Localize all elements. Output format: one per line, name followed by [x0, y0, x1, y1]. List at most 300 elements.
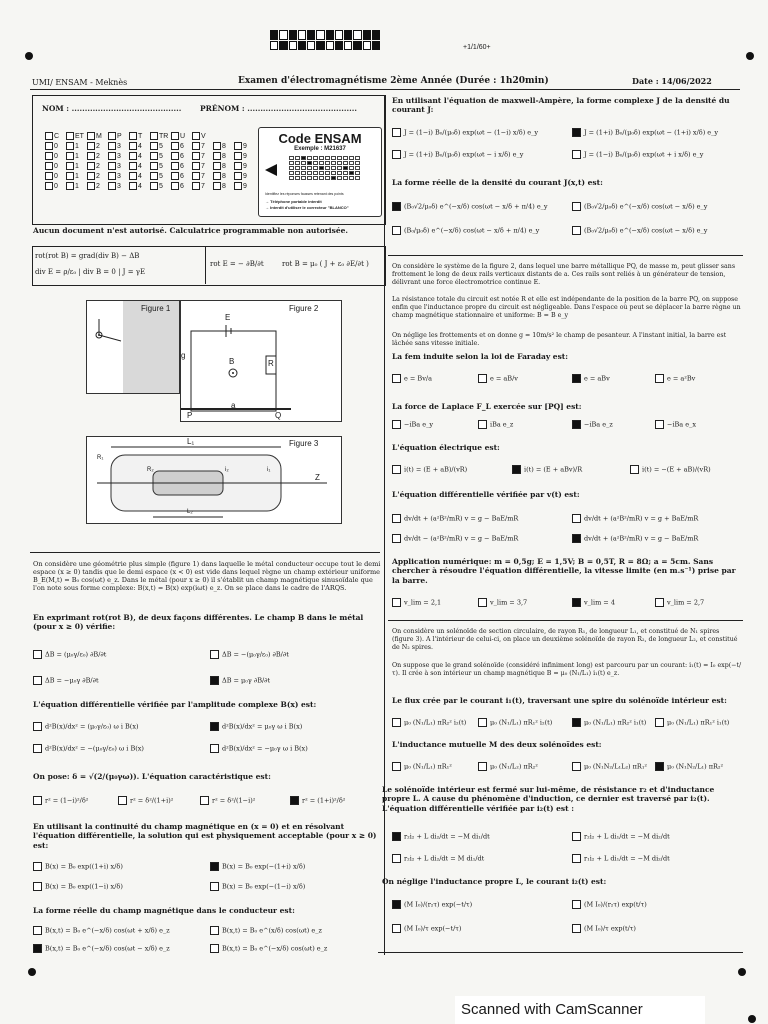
code-choice[interactable]	[129, 162, 148, 170]
answer-checkbox[interactable]	[33, 882, 42, 891]
code-choice-label: 0	[54, 172, 58, 180]
answer-checkbox[interactable]	[33, 796, 42, 805]
answer-checkbox[interactable]	[392, 900, 401, 909]
answer-option[interactable]	[392, 374, 432, 383]
code-choice-label: 8	[222, 152, 226, 160]
answer-option[interactable]	[392, 202, 548, 211]
fig3-L2: L₂	[187, 509, 193, 515]
answer-checkbox[interactable]	[118, 796, 127, 805]
answer-option[interactable]	[478, 718, 552, 727]
answer-checkbox[interactable]	[572, 832, 581, 841]
answer-checkbox[interactable]	[392, 150, 401, 159]
answer-option[interactable]	[33, 926, 170, 935]
code-choice[interactable]	[108, 172, 127, 180]
answer-option[interactable]	[655, 598, 704, 607]
code-choice[interactable]	[234, 152, 253, 160]
answer-option[interactable]	[478, 762, 538, 771]
code-choice[interactable]	[108, 152, 127, 160]
checkbox[interactable]	[150, 142, 158, 150]
code-choice-label: 6	[180, 172, 184, 180]
code-choice[interactable]	[150, 162, 169, 170]
answer-option[interactable]	[210, 722, 302, 731]
answer-option[interactable]	[33, 862, 123, 871]
answer-checkbox[interactable]	[210, 650, 219, 659]
checkbox[interactable]	[66, 172, 74, 180]
example-cell	[319, 166, 324, 170]
checkbox[interactable]	[129, 152, 137, 160]
checkbox[interactable]	[108, 142, 116, 150]
checkbox[interactable]	[66, 132, 74, 140]
answer-option[interactable]	[210, 744, 308, 753]
code-choice[interactable]	[213, 172, 232, 180]
code-choice[interactable]	[192, 142, 211, 150]
code-choice[interactable]	[213, 162, 232, 170]
checkbox[interactable]	[171, 172, 179, 180]
code-choice[interactable]	[129, 172, 148, 180]
code-choice-label: 7	[201, 162, 205, 170]
answer-checkbox[interactable]	[572, 598, 581, 607]
code-choice[interactable]	[45, 142, 64, 150]
code-choice[interactable]	[87, 132, 106, 140]
checkbox[interactable]	[192, 152, 200, 160]
checkbox[interactable]	[150, 162, 158, 170]
answer-checkbox[interactable]	[572, 374, 581, 383]
answer-checkbox[interactable]	[33, 744, 42, 753]
answer-checkbox[interactable]	[572, 924, 581, 933]
answer-checkbox[interactable]	[478, 374, 487, 383]
answer-checkbox[interactable]	[512, 465, 521, 474]
checkbox[interactable]	[192, 162, 200, 170]
answer-checkbox[interactable]	[655, 420, 664, 429]
answer-text: B(x,t) = B₀ e^(−x/δ) cos(ωt) e_z	[222, 944, 328, 953]
answer-option[interactable]	[392, 718, 466, 727]
checkbox[interactable]	[213, 142, 221, 150]
answer-checkbox[interactable]	[572, 514, 581, 523]
checkbox[interactable]	[45, 132, 53, 140]
answer-option[interactable]	[478, 420, 513, 429]
answer-text: B(x,t) = B₀ e^(−x/δ) cos(ωt − x/δ) e_z	[45, 944, 170, 953]
registration-mark	[746, 52, 754, 60]
code-choice-label: 5	[159, 152, 163, 160]
checkbox[interactable]	[171, 182, 179, 190]
code-choice-label: 6	[180, 152, 184, 160]
code-choice[interactable]	[150, 172, 169, 180]
answer-option[interactable]	[655, 374, 695, 383]
answer-checkbox[interactable]	[572, 762, 581, 771]
example-cell	[313, 166, 318, 170]
example-cell	[349, 171, 354, 175]
checkbox[interactable]	[171, 132, 179, 140]
answer-checkbox[interactable]	[655, 762, 664, 771]
checkbox[interactable]	[150, 152, 158, 160]
fig3-R2: R₂	[147, 467, 154, 473]
example-cell	[313, 156, 318, 160]
answer-option[interactable]	[392, 514, 518, 523]
answer-option[interactable]	[392, 465, 467, 474]
checkbox[interactable]	[192, 142, 200, 150]
answer-option[interactable]	[392, 762, 452, 771]
answer-checkbox[interactable]	[572, 854, 581, 863]
code-choice[interactable]	[192, 162, 211, 170]
code-choice[interactable]	[108, 142, 127, 150]
code-choice[interactable]	[150, 132, 169, 140]
answer-option[interactable]	[392, 832, 490, 841]
answer-option[interactable]	[210, 676, 270, 685]
answer-option[interactable]	[210, 650, 289, 659]
checkbox[interactable]	[108, 132, 116, 140]
code-choice[interactable]	[171, 182, 190, 190]
code-choice[interactable]	[108, 132, 127, 140]
code-choice-label: 3	[117, 172, 121, 180]
checkbox[interactable]	[171, 162, 179, 170]
code-note: → Interdit d'utiliser le correcteur "BLANCO"	[265, 205, 349, 210]
code-choice[interactable]	[234, 162, 253, 170]
code-choice[interactable]	[192, 182, 211, 190]
code-choice[interactable]	[150, 142, 169, 150]
part2-intro-3: On néglige les frottements et on donne g = 10m/s² le champ de pesanteur. A l'instant initial, la barre est lâchée sans vitesse initiale.	[392, 332, 727, 347]
answer-checkbox[interactable]	[210, 676, 219, 685]
answer-text: ΔB = μ₀γ ∂B/∂t	[222, 676, 271, 685]
answer-option[interactable]	[655, 718, 729, 727]
answer-option[interactable]	[392, 420, 433, 429]
code-choice[interactable]	[45, 132, 64, 140]
checkbox[interactable]	[66, 162, 74, 170]
answer-checkbox[interactable]	[33, 650, 42, 659]
checkbox[interactable]	[87, 142, 95, 150]
code-choice[interactable]	[129, 132, 148, 140]
code-choice-label: 4	[138, 142, 142, 150]
code-choice[interactable]	[129, 182, 148, 190]
code-choice[interactable]	[213, 182, 232, 190]
answer-checkbox[interactable]	[392, 420, 401, 429]
checkbox[interactable]	[87, 152, 95, 160]
answer-text: dv/dt + (a²B²/mR) v = g − BaE/mR	[584, 534, 699, 543]
code-choice[interactable]	[129, 142, 148, 150]
answer-option[interactable]	[392, 534, 518, 543]
answer-checkbox[interactable]	[210, 722, 219, 731]
checkbox[interactable]	[171, 152, 179, 160]
checkbox[interactable]	[45, 182, 53, 190]
answer-checkbox[interactable]	[572, 128, 581, 137]
answer-checkbox[interactable]	[392, 832, 401, 841]
answer-checkbox[interactable]	[392, 854, 401, 863]
answer-checkbox[interactable]	[392, 465, 401, 474]
example-cell	[313, 176, 318, 180]
checkbox[interactable]	[234, 172, 242, 180]
answer-text: d²B(x)/dx² = (μ₀γ/ε₀) ω i B(x)	[45, 722, 139, 731]
checkbox[interactable]	[87, 162, 95, 170]
answer-checkbox[interactable]	[200, 796, 209, 805]
checkbox[interactable]	[129, 142, 137, 150]
answer-checkbox[interactable]	[572, 420, 581, 429]
answer-option[interactable]	[33, 722, 139, 731]
question-13: Le flux crée par le courant i₁(t), traversant une spire du solénoïde intérieur est:	[392, 696, 727, 705]
code-choice[interactable]	[213, 152, 232, 160]
checkbox[interactable]	[234, 152, 242, 160]
code-choice[interactable]	[171, 162, 190, 170]
checkbox[interactable]	[66, 152, 74, 160]
code-choice[interactable]	[234, 182, 253, 190]
answer-text: v_lim = 4	[584, 598, 615, 607]
answer-option[interactable]	[572, 762, 647, 771]
answer-checkbox[interactable]	[392, 202, 401, 211]
checkbox[interactable]	[192, 172, 200, 180]
answer-checkbox[interactable]	[210, 944, 219, 953]
answer-option[interactable]	[572, 226, 707, 235]
question-11: L'équation différentielle vérifiée par v(t) est:	[392, 490, 580, 499]
code-choice-label: 2	[96, 162, 100, 170]
code-choice[interactable]	[87, 182, 106, 190]
answer-option[interactable]	[572, 900, 647, 909]
code-choice[interactable]	[108, 162, 127, 170]
code-choice[interactable]	[171, 132, 190, 140]
code-choice[interactable]	[192, 152, 211, 160]
answer-checkbox[interactable]	[210, 926, 219, 935]
code-choice[interactable]	[45, 162, 64, 170]
answer-checkbox[interactable]	[392, 924, 401, 933]
answer-option[interactable]	[33, 676, 99, 685]
answer-text: (B₀√2/μ₀δ) e^(−x/δ) cos(ωt − x/δ) e_y	[584, 226, 708, 235]
figure-3	[86, 436, 342, 524]
checkbox[interactable]	[87, 172, 95, 180]
code-choice[interactable]	[234, 142, 253, 150]
answer-checkbox[interactable]	[392, 598, 401, 607]
checkbox[interactable]	[213, 162, 221, 170]
answer-option[interactable]	[572, 514, 698, 523]
answer-option[interactable]	[512, 465, 582, 474]
answer-option[interactable]	[655, 420, 696, 429]
answer-checkbox[interactable]	[33, 722, 42, 731]
checkbox[interactable]	[129, 162, 137, 170]
answer-option[interactable]	[210, 862, 305, 871]
answer-option[interactable]	[392, 924, 461, 933]
scanner-watermark: Scanned with CamScanner	[455, 996, 705, 1024]
checkbox[interactable]	[129, 182, 137, 190]
checkbox[interactable]	[234, 142, 242, 150]
answer-option[interactable]	[572, 374, 610, 383]
answer-checkbox[interactable]	[572, 226, 581, 235]
answer-checkbox[interactable]	[33, 926, 42, 935]
fig2-B: B	[229, 357, 235, 366]
code-choice[interactable]	[129, 152, 148, 160]
answer-option[interactable]	[392, 226, 539, 235]
answer-text: μ₀ (N₁/L₁) πR₁² i₁(t)	[667, 718, 730, 727]
code-choice[interactable]	[45, 172, 64, 180]
answer-text: r² = δ²/(1−i)²	[212, 796, 256, 805]
answer-option[interactable]	[630, 465, 711, 474]
answer-option[interactable]	[392, 598, 441, 607]
answer-option[interactable]	[118, 796, 173, 805]
answer-text: dv/dt + (a²B²/mR) v = g + BaE/mR	[584, 514, 699, 523]
answer-option[interactable]	[392, 150, 523, 159]
checkbox[interactable]	[213, 152, 221, 160]
code-choice[interactable]	[87, 162, 106, 170]
answer-checkbox[interactable]	[392, 718, 401, 727]
checkbox[interactable]	[129, 132, 137, 140]
code-example: Exemple : M21637	[294, 146, 346, 152]
formula-div: div E = ρ/ε₀ | div B = 0 | J = γE	[35, 268, 146, 276]
answer-checkbox[interactable]	[572, 534, 581, 543]
checkbox[interactable]	[66, 182, 74, 190]
question-16: On néglige l'inductance propre L, le courant i₂(t) est:	[382, 877, 607, 886]
example-cell	[343, 161, 348, 165]
checkbox[interactable]	[213, 172, 221, 180]
code-choice[interactable]	[150, 152, 169, 160]
answer-option[interactable]	[572, 718, 646, 727]
answer-checkbox[interactable]	[33, 862, 42, 871]
answer-checkbox[interactable]	[572, 150, 581, 159]
checkbox[interactable]	[66, 142, 74, 150]
answer-checkbox[interactable]	[478, 420, 487, 429]
code-choice[interactable]	[192, 172, 211, 180]
answer-option[interactable]	[572, 420, 613, 429]
answer-checkbox[interactable]	[655, 718, 664, 727]
answer-checkbox[interactable]	[392, 534, 401, 543]
code-choice[interactable]	[66, 142, 85, 150]
answer-checkbox[interactable]	[392, 226, 401, 235]
answer-option[interactable]	[210, 926, 322, 935]
answer-option[interactable]	[33, 796, 88, 805]
answer-checkbox[interactable]	[478, 598, 487, 607]
answer-checkbox[interactable]	[572, 718, 581, 727]
answer-option[interactable]	[478, 598, 527, 607]
checkbox[interactable]	[45, 152, 53, 160]
answer-checkbox[interactable]	[572, 202, 581, 211]
example-cell	[355, 171, 360, 175]
answer-option[interactable]	[33, 650, 106, 659]
checkbox[interactable]	[108, 152, 116, 160]
answer-checkbox[interactable]	[392, 374, 401, 383]
example-cell	[337, 171, 342, 175]
answer-checkbox[interactable]	[33, 944, 42, 953]
code-choice[interactable]	[66, 152, 85, 160]
prenom-field[interactable]: PRÉNOM : ..........................................	[200, 104, 357, 113]
answer-option[interactable]	[572, 128, 718, 137]
answer-option[interactable]	[478, 374, 518, 383]
checkbox[interactable]	[108, 172, 116, 180]
answer-option[interactable]	[200, 796, 255, 805]
answer-option[interactable]	[290, 796, 345, 805]
answer-option[interactable]	[572, 202, 707, 211]
answer-option[interactable]	[392, 128, 538, 137]
answer-checkbox[interactable]	[33, 676, 42, 685]
checkbox[interactable]	[150, 172, 158, 180]
checkbox[interactable]	[45, 142, 53, 150]
code-choice[interactable]	[171, 142, 190, 150]
registration-mark	[28, 968, 36, 976]
answer-option[interactable]	[33, 944, 170, 953]
checkbox[interactable]	[213, 182, 221, 190]
checkbox[interactable]	[234, 162, 242, 170]
answer-checkbox[interactable]	[572, 900, 581, 909]
code-choice[interactable]	[108, 182, 127, 190]
checkbox[interactable]	[129, 172, 137, 180]
answer-checkbox[interactable]	[210, 744, 219, 753]
nom-field[interactable]: NOM : ..........................................	[42, 104, 182, 113]
answer-checkbox[interactable]	[478, 718, 487, 727]
fig3-R1: R₁	[97, 455, 104, 461]
checkbox[interactable]	[108, 182, 116, 190]
answer-option[interactable]	[572, 924, 636, 933]
code-choice[interactable]	[45, 152, 64, 160]
code-choice[interactable]	[234, 172, 253, 180]
answer-option[interactable]	[210, 882, 305, 891]
code-choice-label: 1	[75, 152, 79, 160]
answer-checkbox[interactable]	[392, 514, 401, 523]
answer-checkbox[interactable]	[210, 882, 219, 891]
code-choice[interactable]	[45, 182, 64, 190]
answer-option[interactable]	[210, 944, 327, 953]
code-choice[interactable]	[87, 172, 106, 180]
fig2-Q: Q	[275, 411, 282, 420]
answer-text: μ₀ (N₁/L₁) πR₂² i₂(t)	[404, 718, 467, 727]
checkbox[interactable]	[45, 162, 53, 170]
answer-text: B(x) = B₀ exp(−(1−i) x/δ)	[222, 882, 306, 891]
code-choice[interactable]	[66, 132, 85, 140]
answer-checkbox[interactable]	[392, 762, 401, 771]
answer-checkbox[interactable]	[630, 465, 639, 474]
answer-option[interactable]	[572, 854, 670, 863]
answer-option[interactable]	[572, 534, 698, 543]
checkbox[interactable]	[87, 182, 95, 190]
checkbox[interactable]	[192, 132, 200, 140]
checkbox[interactable]	[87, 132, 95, 140]
answer-option[interactable]	[33, 882, 123, 891]
answer-checkbox[interactable]	[655, 598, 664, 607]
answer-option[interactable]	[655, 762, 723, 771]
checkbox[interactable]	[234, 182, 242, 190]
code-choice[interactable]	[66, 182, 85, 190]
checkbox[interactable]	[171, 142, 179, 150]
answer-option[interactable]	[572, 832, 670, 841]
answer-text: i(t) = (E + aBv)/R	[524, 465, 583, 474]
answer-checkbox[interactable]	[655, 374, 664, 383]
code-choice[interactable]	[66, 172, 85, 180]
question-14: L'inductance mutuelle M des deux solénoïdes est:	[392, 740, 602, 749]
code-choice[interactable]	[150, 182, 169, 190]
page-id: +1/1/60+	[463, 44, 491, 51]
code-choice-label: 0	[54, 182, 58, 190]
question-8: La fem induite selon la loi de Faraday est:	[392, 352, 569, 361]
answer-checkbox[interactable]	[478, 762, 487, 771]
answer-text: μ₀ (N₁/L₁) πR₁² i₂(t)	[490, 718, 553, 727]
answer-text: r₂i₂ + L di₁/dt = −M di₂/dt	[584, 832, 670, 841]
code-choice[interactable]	[87, 142, 106, 150]
checkbox[interactable]	[192, 182, 200, 190]
example-cell	[355, 156, 360, 160]
answer-checkbox[interactable]	[290, 796, 299, 805]
answer-option[interactable]	[392, 854, 484, 863]
example-cell	[349, 166, 354, 170]
code-choice[interactable]	[171, 172, 190, 180]
code-choice[interactable]	[213, 142, 232, 150]
answer-option[interactable]	[572, 150, 703, 159]
checkbox[interactable]	[150, 132, 158, 140]
answer-text: dv/dt + (a²B²/mR) v = g − BaE/mR	[404, 514, 519, 523]
checkbox[interactable]	[45, 172, 53, 180]
answer-checkbox[interactable]	[392, 128, 401, 137]
code-choice[interactable]	[192, 132, 211, 140]
code-choice[interactable]	[66, 162, 85, 170]
answer-checkbox[interactable]	[210, 862, 219, 871]
code-choice[interactable]	[87, 152, 106, 160]
answer-option[interactable]	[572, 598, 615, 607]
answer-option[interactable]	[33, 744, 144, 753]
code-choice[interactable]	[171, 152, 190, 160]
checkbox[interactable]	[150, 182, 158, 190]
answer-option[interactable]	[392, 900, 472, 909]
checkbox[interactable]	[108, 162, 116, 170]
